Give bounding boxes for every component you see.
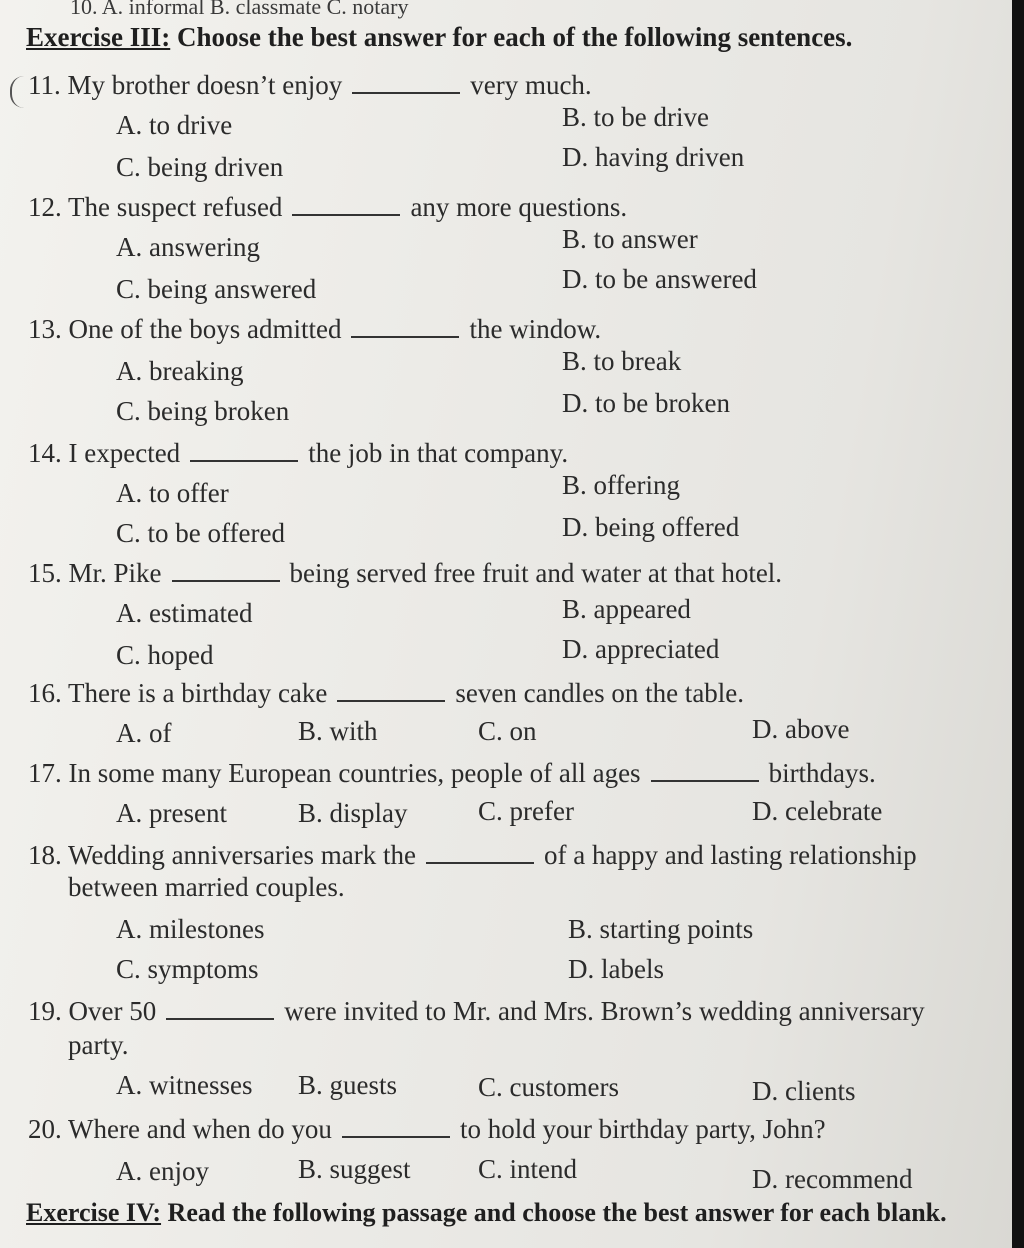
question-11: 11. My brother doesn’t enjoy very much. (28, 70, 592, 100)
option[interactable]: B. starting points (568, 914, 754, 944)
answer-blank[interactable] (352, 72, 460, 94)
exercise-3-label: Exercise III: (26, 22, 171, 52)
question-12: 12. The suspect refused any more questions. (28, 192, 628, 222)
question-19-continued: party. (68, 1030, 129, 1060)
option[interactable]: A. breaking (116, 356, 244, 386)
option[interactable]: A. witnesses (116, 1070, 253, 1100)
option[interactable]: A. of (116, 718, 172, 748)
answer-blank[interactable] (292, 194, 400, 216)
option[interactable]: D. to be answered (562, 264, 757, 294)
option[interactable]: C. being driven (116, 152, 284, 182)
question-14: 14. I expected the job in that company. (28, 438, 569, 468)
option[interactable]: A. to drive (116, 110, 233, 140)
option[interactable]: C. customers (478, 1072, 619, 1102)
option[interactable]: C. to be offered (116, 518, 285, 548)
question-18: 18. Wedding anniversaries mark the of a happy and lasting relationship (28, 840, 917, 870)
option[interactable]: C. symptoms (116, 954, 259, 984)
option[interactable]: D. appreciated (562, 634, 720, 664)
option[interactable]: B. display (298, 798, 408, 828)
option[interactable]: B. to break (562, 346, 682, 376)
exercise-4-heading (26, 1198, 947, 1228)
answer-blank[interactable] (426, 842, 534, 864)
option[interactable]: A. present (116, 798, 227, 828)
option[interactable]: A. milestones (116, 914, 265, 944)
option[interactable]: D. above (752, 714, 850, 744)
option[interactable]: A. to offer (116, 478, 229, 508)
option[interactable]: C. prefer (478, 796, 574, 826)
exercise-3-heading (26, 22, 852, 53)
option[interactable]: B. to be drive (562, 102, 709, 132)
option[interactable]: C. hoped (116, 640, 214, 670)
option[interactable]: D. clients (752, 1076, 856, 1106)
pencil-mark (10, 76, 26, 108)
option[interactable]: D. to be broken (562, 388, 730, 418)
option[interactable]: A. enjoy (116, 1156, 209, 1186)
question-18-continued: between married couples. (68, 872, 345, 902)
answer-blank[interactable] (342, 1116, 450, 1138)
answer-blank[interactable] (651, 760, 759, 782)
question-13: 13. One of the boys admitted the window. (28, 314, 602, 344)
option[interactable]: C. on (478, 716, 537, 746)
cut-off-previous-line: 10. A. informal B. classmate C. notary (70, 0, 409, 19)
option[interactable]: C. being broken (116, 396, 290, 426)
question-20: 20. Where and when do you to hold your birthday party, John? (28, 1114, 826, 1144)
option[interactable]: D. being offered (562, 512, 740, 542)
option[interactable]: B. suggest (298, 1154, 411, 1184)
option[interactable]: A. estimated (116, 598, 253, 628)
option[interactable]: B. guests (298, 1070, 398, 1100)
answer-blank[interactable] (337, 680, 445, 702)
answer-blank[interactable] (351, 316, 459, 338)
question-19: 19. Over 50 were invited to Mr. and Mrs. Brown’s wedding anniversary (28, 996, 925, 1026)
exercise-4-instruction: Read the following passage and choose the best answer for each blank. (167, 1198, 947, 1227)
answer-blank[interactable] (190, 440, 298, 462)
option[interactable]: A. answering (116, 232, 260, 262)
option[interactable]: C. intend (478, 1154, 577, 1184)
option[interactable]: D. having driven (562, 142, 745, 172)
question-17: 17. In some many European countries, people of all ages birthdays. (28, 758, 876, 788)
option[interactable]: D. celebrate (752, 796, 883, 826)
option[interactable]: B. offering (562, 470, 680, 500)
question-16: 16. There is a birthday cake seven candles on the table. (28, 678, 745, 708)
option[interactable]: B. with (298, 716, 378, 746)
exercise-4-label: Exercise IV: (26, 1198, 162, 1227)
answer-blank[interactable] (172, 560, 280, 582)
option[interactable]: D. recommend (752, 1164, 913, 1194)
exercise-3-instruction: Choose the best answer for each of the following sentences. (176, 22, 853, 52)
option[interactable]: B. appeared (562, 594, 691, 624)
answer-blank[interactable] (166, 998, 274, 1020)
option[interactable]: D. labels (568, 954, 664, 984)
photo-border (1012, 0, 1024, 1248)
question-15: 15. Mr. Pike being served free fruit and water at that hotel. (28, 558, 783, 588)
option[interactable]: B. to answer (562, 224, 698, 254)
option[interactable]: C. being answered (116, 274, 317, 304)
